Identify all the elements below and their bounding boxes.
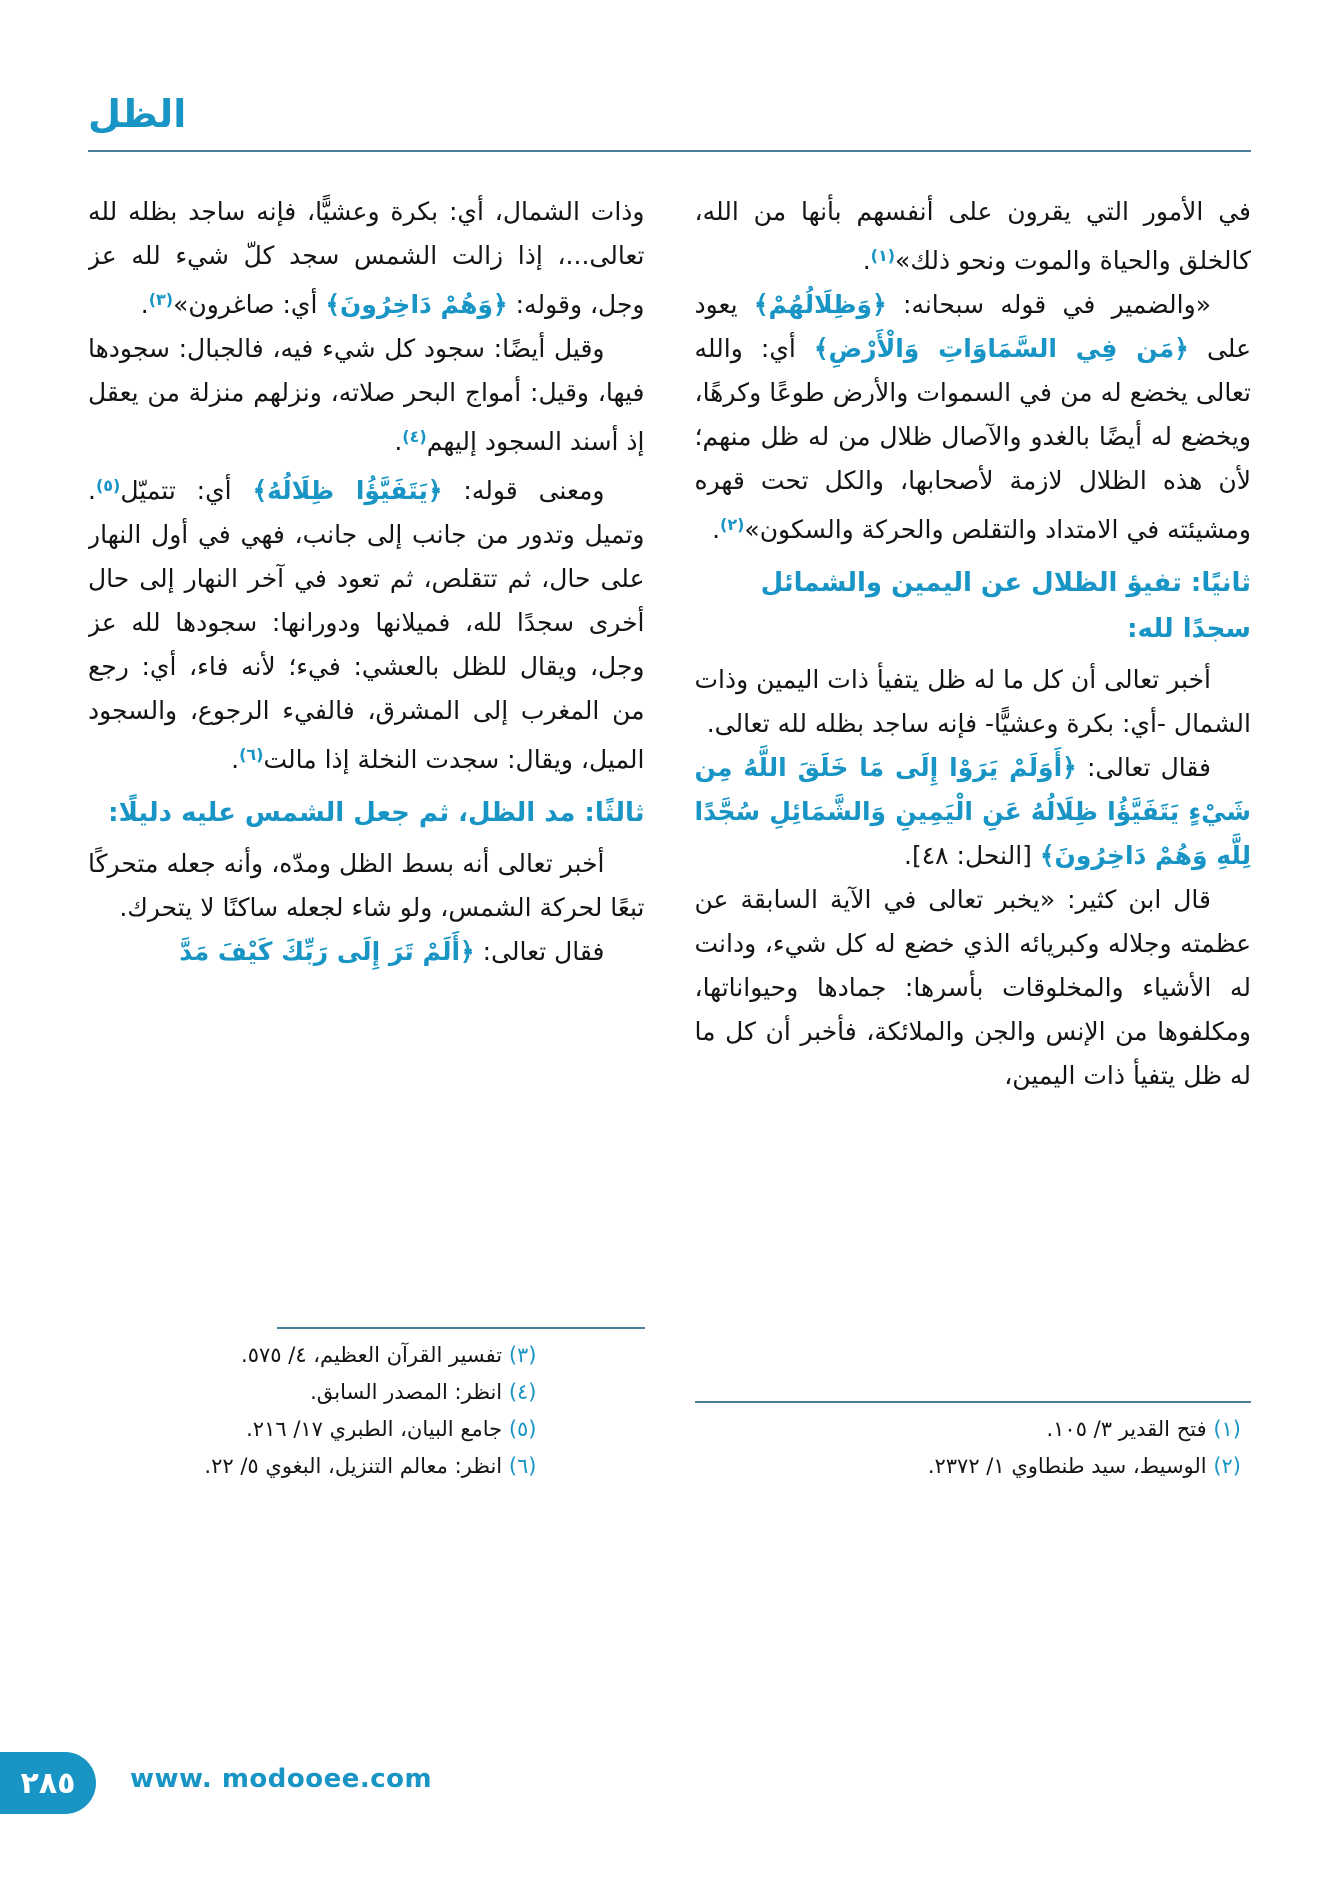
- footnote: [88, 1411, 537, 1448]
- section-heading: [695, 560, 1252, 652]
- footnote-separator: [277, 1327, 644, 1329]
- left-column-footnotes: [88, 1327, 645, 1485]
- footnote: [695, 1411, 1242, 1448]
- footnote-number: (٥): [508, 1417, 537, 1441]
- quran-quote: ﴿أَلَمْ تَرَ إِلَى رَبِّكَ كَيْفَ مَدَّ: [179, 937, 475, 966]
- right-column-footnotes: [695, 1401, 1252, 1485]
- page-header: [88, 92, 1251, 152]
- footnote: [695, 1448, 1242, 1485]
- footnote-number: (٦): [508, 1454, 537, 1478]
- text-run: فقال تعالى:: [474, 937, 605, 966]
- quran-quote: ﴿وَظِلَالُهُمْ﴾: [753, 290, 887, 319]
- text-run: قال ابن كثير: «يخبر تعالى في الآية السابقة عن عظمته وجلاله وكبريائه الذي خضع له كل شيء، ودانت له الأشياء والمخلوقات بأسرها: جمادها وحيواناتها، ومكلفوها من الإنس والجن والملائكة، فأخبر أن كل ما له ظل يتفيأ ذات اليمين،: [694, 885, 1251, 1090]
- paragraph: [695, 658, 1252, 746]
- page-number-badge: [0, 1752, 96, 1814]
- quran-quote: ﴿وَهُمْ دَاخِرُونَ﴾: [325, 290, 508, 319]
- quran-quote: ﴿يَتَفَيَّؤُا ظِلَالُهُ﴾: [252, 476, 443, 505]
- right-column-text: [695, 190, 1252, 1387]
- page-number: ٢٨٥: [20, 1765, 76, 1801]
- text-run: وذات الشمال، أي: بكرة وعشيًّا، فإنه ساجد بظله لله تعالى...، إذا زالت الشمس سجد كلّ شيء لله عز وجل، وقوله:: [88, 197, 645, 319]
- footnote-text: الوسيط، سيد طنطاوي ١/ ٢٣٧٢.: [927, 1454, 1214, 1478]
- text-run: أخبر تعالى أنه بسط الظل ومدّه، وأنه جعله متحركًا تبعًا لحركة الشمس، ولو شاء لجعله ساكنًا لا يتحرك.: [88, 849, 645, 922]
- footnote-ref: (٥): [95, 476, 121, 495]
- footnote-number: (٢): [1213, 1454, 1241, 1478]
- footnote-list: [695, 1411, 1252, 1485]
- footnote-text: تفسير القرآن العظيم، ٤/ ٥٧٥.: [241, 1343, 509, 1367]
- footnote-number: (١): [1213, 1417, 1241, 1441]
- text-run: ثانيًا: تفيؤ الظلال عن اليمين والشمائل سجدًا لله:: [760, 568, 1251, 644]
- text-run: أي: صاغرون»: [173, 290, 326, 319]
- text-run: .: [862, 246, 871, 275]
- header-rule: [88, 150, 1251, 152]
- text-run: في الأمور التي يقرون على أنفسهم بأنها من الله، كالخلق والحياة والموت ونحو ذلك»: [694, 197, 1251, 275]
- text-run: أي: والله تعالى يخضع له من في السموات والأرض طوعًا وكرهًا، ويخضع له أيضًا بالغدو والآصال ظلال من له ظل منهم؛ لأن هذه الظلال لازمة لأصحابها، والكل تحت قهره ومشيئته في الامتداد والتقلص والحركة والسكون»: [694, 334, 1251, 544]
- paragraph: [88, 464, 645, 782]
- footnote: [88, 1374, 537, 1411]
- footnote-list: [88, 1337, 645, 1485]
- page-title: الظل: [88, 92, 187, 136]
- quran-quote: ﴿أَوَلَمْ يَرَوْا إِلَى مَا خَلَقَ اللَّهُ مِن شَيْءٍ يَتَفَيَّؤُا ظِلَالُهُ عَنِ الْيَمِينِ وَالشَّمَائِلِ سُجَّدًا لِلَّهِ وَهُمْ دَاخِرُونَ﴾: [694, 753, 1251, 870]
- text-run: «والضمير في قوله سبحانه:: [886, 290, 1211, 319]
- paragraph: [695, 878, 1252, 1098]
- text-run: [النحل: ٤٨].: [904, 841, 1040, 870]
- text-run: وقيل أيضًا: سجود كل شيء فيه، فالجبال: سجودها فيها، وقيل: أمواج البحر صلاته، ونزلهم منزلة من يعقل إذ أسند السجود إليهم: [88, 334, 645, 456]
- footnote-ref: (٤): [402, 427, 427, 446]
- paragraph: [88, 327, 645, 464]
- quran-quote: ﴿مَن فِي السَّمَاوَاتِ وَالْأَرْضِ﴾: [813, 334, 1189, 363]
- footnote-text: جامع البيان، الطبري ١٧/ ٢١٦.: [246, 1417, 509, 1441]
- footnote: [88, 1448, 537, 1485]
- text-run: . وتميل وتدور من جانب إلى جانب، فهي في أول النهار على حال، ثم تتقلص، ثم تعود في آخر النهار إلى حال أخرى سجدًا لله، فميلانها ودورانها: سجودها لله عز وجل، ويقال للظل بالعشي: فيء؛ لأنه فاء، أي: رجع من المغرب إلى المشرق، فالفيء الرجوع، والسجود الميل، ويقال: سجدت النخلة إذا مالت: [88, 476, 645, 774]
- footnote-text: انظر: المصدر السابق.: [310, 1380, 509, 1404]
- right-column: [695, 190, 1252, 1485]
- left-column: [88, 190, 645, 1485]
- footnote-ref: (٢): [720, 515, 745, 534]
- footnote: [88, 1337, 537, 1374]
- footnote-text: فتح القدير ٣/ ١٠٥.: [1046, 1417, 1214, 1441]
- paragraph: [88, 930, 645, 974]
- text-run: يعود على: [694, 290, 1251, 363]
- text-run: .: [140, 290, 149, 319]
- text-run: ثالثًا: مد الظل، ثم جعل الشمس عليه دليلًا:: [108, 798, 645, 828]
- section-heading: [88, 790, 645, 836]
- text-run: .: [712, 515, 721, 544]
- text-run: .: [231, 745, 240, 774]
- footnote-text: انظر: معالم التنزيل، البغوي ٥/ ٢٢.: [204, 1454, 509, 1478]
- paragraph: [88, 842, 645, 930]
- website-url: www. modooee.com: [130, 1764, 433, 1794]
- text-run: أخبر تعالى أن كل ما له ظل يتفيأ ذات اليمين وذات الشمال -أي: بكرة وعشيًّا- فإنه ساجد بظله لله تعالى.: [694, 665, 1251, 738]
- footnote-number: (٤): [508, 1380, 537, 1404]
- footnote-ref: (٣): [148, 290, 174, 309]
- footnote-number: (٣): [508, 1343, 537, 1367]
- footnote-separator: [695, 1401, 1252, 1403]
- paragraph: [695, 190, 1252, 283]
- footnote-ref: (١): [870, 246, 896, 265]
- paragraph: [695, 746, 1252, 878]
- text-run: ومعنى قوله:: [442, 476, 605, 505]
- text-run: فقال تعالى:: [1076, 753, 1211, 782]
- footnote-ref: (٦): [239, 745, 264, 764]
- paragraph: [695, 283, 1252, 552]
- text-run: .: [394, 427, 403, 456]
- left-column-text: [88, 190, 645, 1313]
- paragraph: [88, 190, 645, 327]
- content-columns: [88, 190, 1251, 1485]
- text-run: أي: تتميّل: [120, 476, 253, 505]
